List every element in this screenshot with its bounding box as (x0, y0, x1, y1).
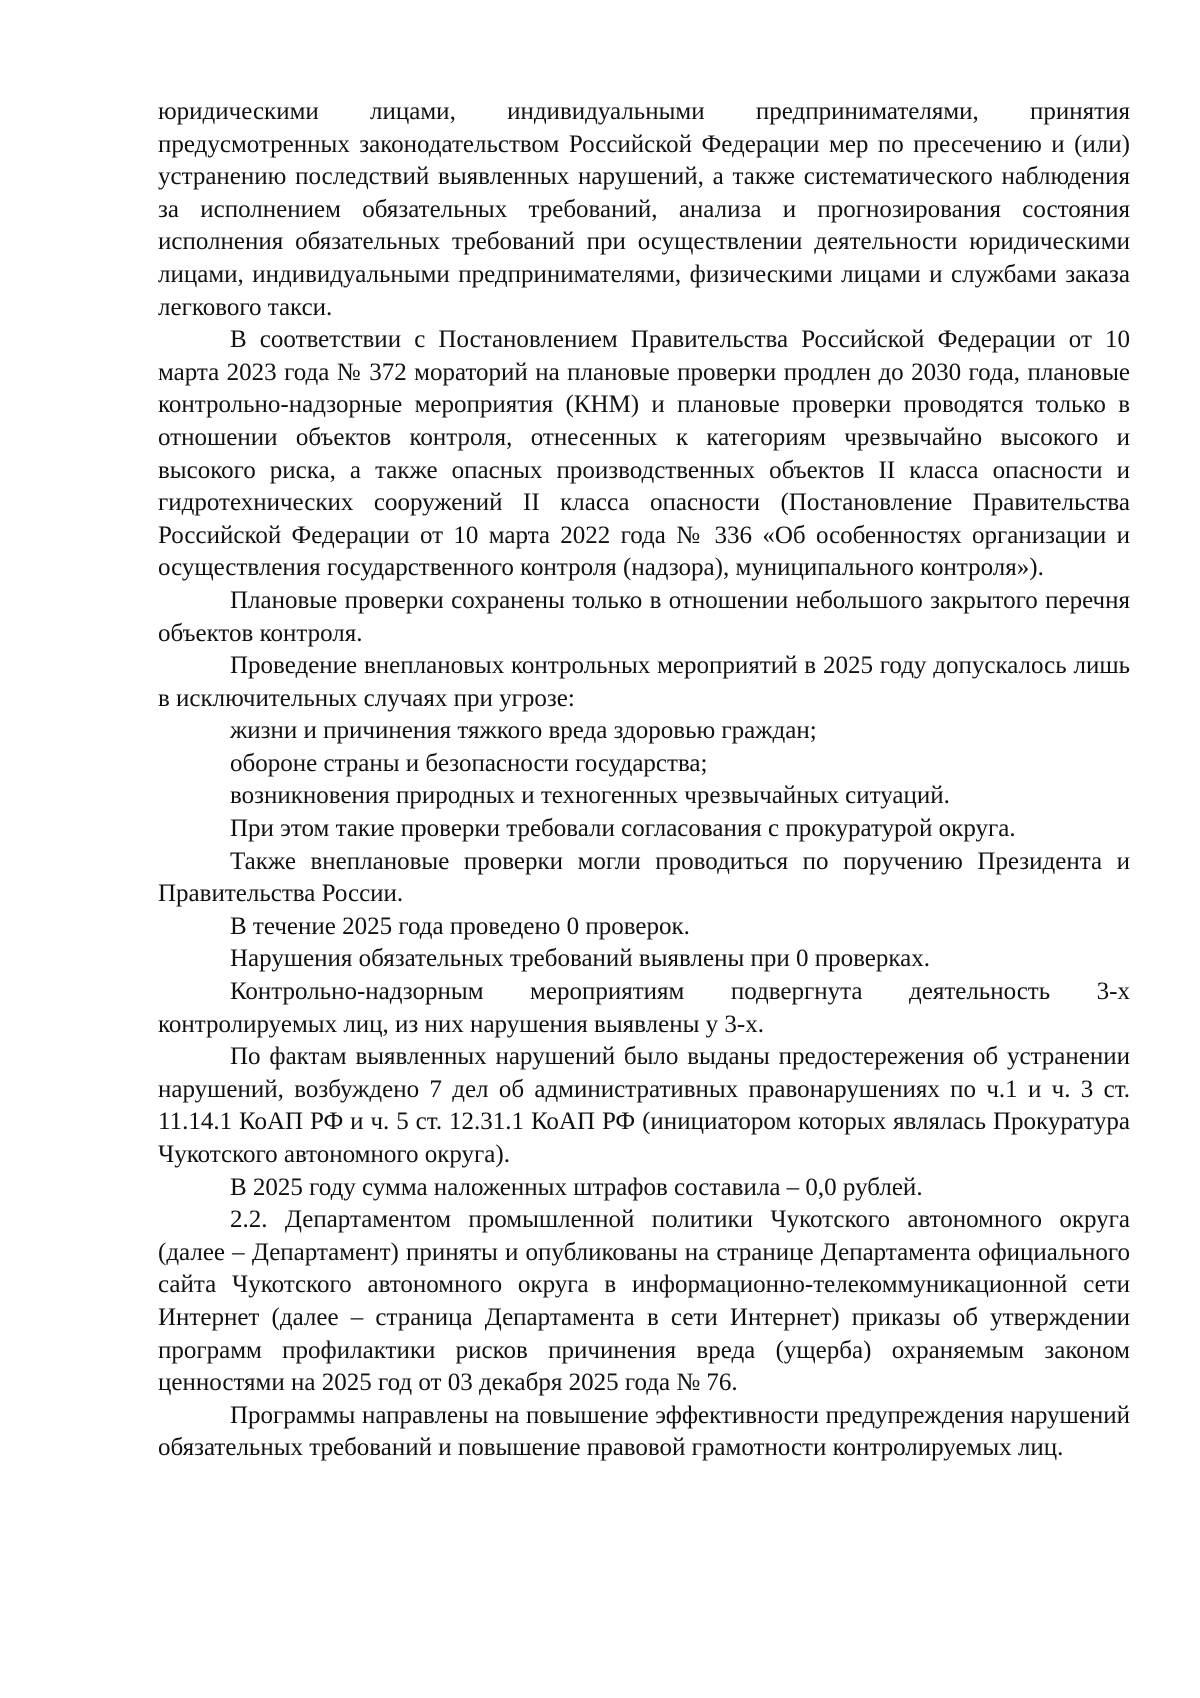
paragraph-section-2-2: 2.2. Департаментом промышленной политики Чукотского автономного округа (далее – Департамент) приняты и опубликованы на странице Департамента официального сайта Чукотского автономного округа в информационно-телекоммуникационной сети Интернет (далее – страница Департамента в сети Интернет) приказы об утверждении программ профилактики рисков причинения вреда (ущерба) охраняемым законом ценностями на 2025 год от 03 декабря 2025 года № 76. (158, 1206, 1130, 1397)
list-item-emergencies: возникновения природных и техногенных чрезвычайных ситуаций. (230, 782, 950, 810)
list-item-defense: обороне страны и безопасности государства; (230, 749, 708, 777)
paragraph-moratorium: В соответствии с Постановлением Правительства Российской Федерации от 10 марта 2023 года № 372 мораторий на плановые проверки продлен до 2030 года, плановые контрольно-надзорные мероприятия (КНМ) и плановые проверки проводятся только в отношении объектов контроля, отнесенных к категориям чрезвычайно высокого и высокого риска, а также опасных производственных объектов II класса опасности и гидротехнических сооружений II класса опасности (Постановление Правительства Российской Федерации от 10 марта 2022 года № 336 «Об особенностях организации и осуществления государственного контроля (надзора), муниципального контроля»). (158, 326, 1130, 582)
paragraph-violations-count: Нарушения обязательных требований выявлены при 0 проверках. (230, 945, 930, 973)
list-item-health: жизни и причинения тяжкого вреда здоровью граждан; (230, 717, 817, 745)
paragraph-unscheduled-checks: Проведение внеплановых контрольных мероприятий в 2025 году допускалось лишь в исключительных случаях при угрозе: (158, 652, 1130, 712)
document-body (158, 96, 1130, 1465)
paragraph-administrative-cases: По фактам выявленных нарушений было выданы предостережения об устранении нарушений, возбуждено 7 дел об административных правонарушениях по ч.1 и ч. 3 ст. 11.14.1 КоАП РФ и ч. 5 ст. 12.31.1 КоАП РФ (инициатором которых являлась Прокуратура Чукотского автономного округа). (158, 1043, 1130, 1168)
paragraph-programs: Программы направлены на повышение эффективности предупреждения нарушений обязательных требований и повышение правовой грамотности контролируемых лиц. (158, 1401, 1130, 1462)
paragraph-prosecutor-approval: При этом такие проверки требовали согласования с прокуратурой округа. (230, 815, 1016, 843)
paragraph-checks-count: В течение 2025 года проведено 0 проверок. (230, 912, 690, 940)
paragraph-continuation: юридическими лицами, индивидуальными предпринимателями, принятия предусмотренных законодательством Российской Федерации мер по пресечению и (или) устранению последствий выявленных нарушений, а также систематического наблюдения за исполнением обязательных требований, анализа и прогнозирования состояния исполнения обязательных требований при осуществлении деятельности юридическими лицами, индивидуальными предпринимателями, физическими лицами и службами заказа легкового такси. (158, 98, 1130, 321)
paragraph-president-order: Также внеплановые проверки могли проводиться по поручению Президента и Правительства России. (158, 847, 1130, 908)
paragraph-planned-checks: Плановые проверки сохранены только в отношении небольшого закрытого перечня объектов контроля. (158, 586, 1130, 647)
paragraph-fines: В 2025 году сумма наложенных штрафов составила – 0,0 рублей. (230, 1173, 923, 1201)
paragraph-controlled-persons: Контрольно-надзорным мероприятиям подвергнута деятельность 3-х контролируемых лиц, из них нарушения выявлены у 3-х. (158, 978, 1130, 1038)
